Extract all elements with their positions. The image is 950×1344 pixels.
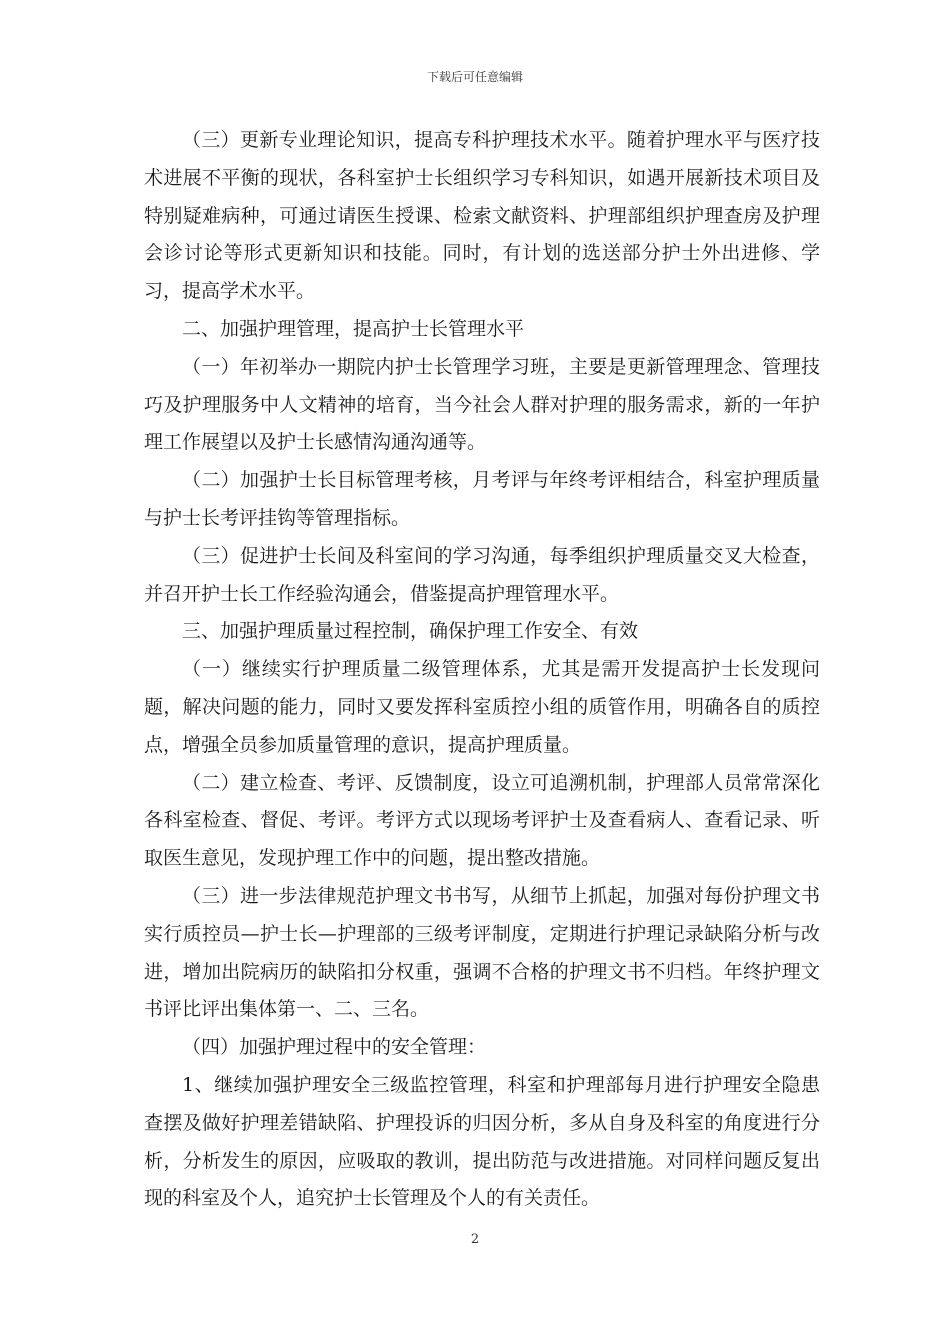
paragraph-target-assessment: （二）加强护士长目标管理考核，月考评与年终考评相结合，科室护理质量与护士长考评挂钩等管理指标。 [144,469,820,529]
section-heading-quality-control: 三、加强护理质量过程控制，确保护理工作安全、有效 [182,620,639,643]
paragraph-two-level-system: （一）继续实行护理质量二级管理体系，尤其是需开发提高护士长发现问题，解决问题的能力，同时又要发挥科室质控小组的质管作用，明确各自的质控点，增强全员参加质量管理的意识，提高护理质量。 [144,658,820,756]
section-heading-management: 二、加强护理管理，提高护士长管理水平 [182,317,525,340]
subheading-safety-management: （四）加强护理过程中的安全管理： [182,1036,487,1059]
document-body [144,122,820,1218]
paragraph-documentation: （三）进一步法律规范护理文书书写，从细节上抓起，加强对每份护理文书实行质控员—护士长—护理部的三级考评制度，定期进行护理记录缺陷分析与改进，增加出院病历的缺陷扣分权重，强调不合格的护理文书不归档。年终护理文书评比评出集体第一、二、三名。 [144,884,820,1021]
page-header: 下载后可任意编辑 [426,70,523,84]
paragraph-safety-monitoring: 1、继续加强护理安全三级监控管理，科室和护理部每月进行护理安全隐患查摆及做好护理差错缺陷、护理投诉的归因分析，多从自身及科室的角度进行分析，分析发生的原因，应吸取的教训，提出防范与改进措施。对同样问题反复出现的科室及个人，追究护士长管理及个人的有关责任。 [144,1073,820,1210]
paragraph-communication: （三）促进护士长间及科室间的学习沟通，每季组织护理质量交叉大检查，并召开护士长工作经验沟通会，借鉴提高护理管理水平。 [144,544,820,605]
paragraph-inspection-system: （二）建立检查、考评、反馈制度，设立可追溯机制，护理部人员常常深化各科室检查、督促、考评。考评方式以现场考评护士及查看病人、查看记录、听取医生意见，发现护理工作中的问题，提出整改措施。 [144,771,820,870]
paragraph-professional-knowledge: （三）更新专业理论知识，提高专科护理技术水平。随着护理水平与医疗技术进展不平衡的现状，各科室护士长组织学习专科知识，如遇开展新技术项目及特别疑难病种，可通过请医生授课、检索文献资料、护理部组织护理查房及护理会诊讨论等形式更新知识和技能。同时，有计划的选送部分护士外出进修、学习，提高学术水平。 [144,129,820,303]
paragraph-training-class: （一）年初举办一期院内护士长管理学习班，主要是更新管理理念、管理技巧及护理服务中人文精神的培育，当今社会人群对护理的服务需求，新的一年护理工作展望以及护士长感情沟通沟通等。 [144,355,820,454]
page-number: 2 [470,1232,480,1247]
